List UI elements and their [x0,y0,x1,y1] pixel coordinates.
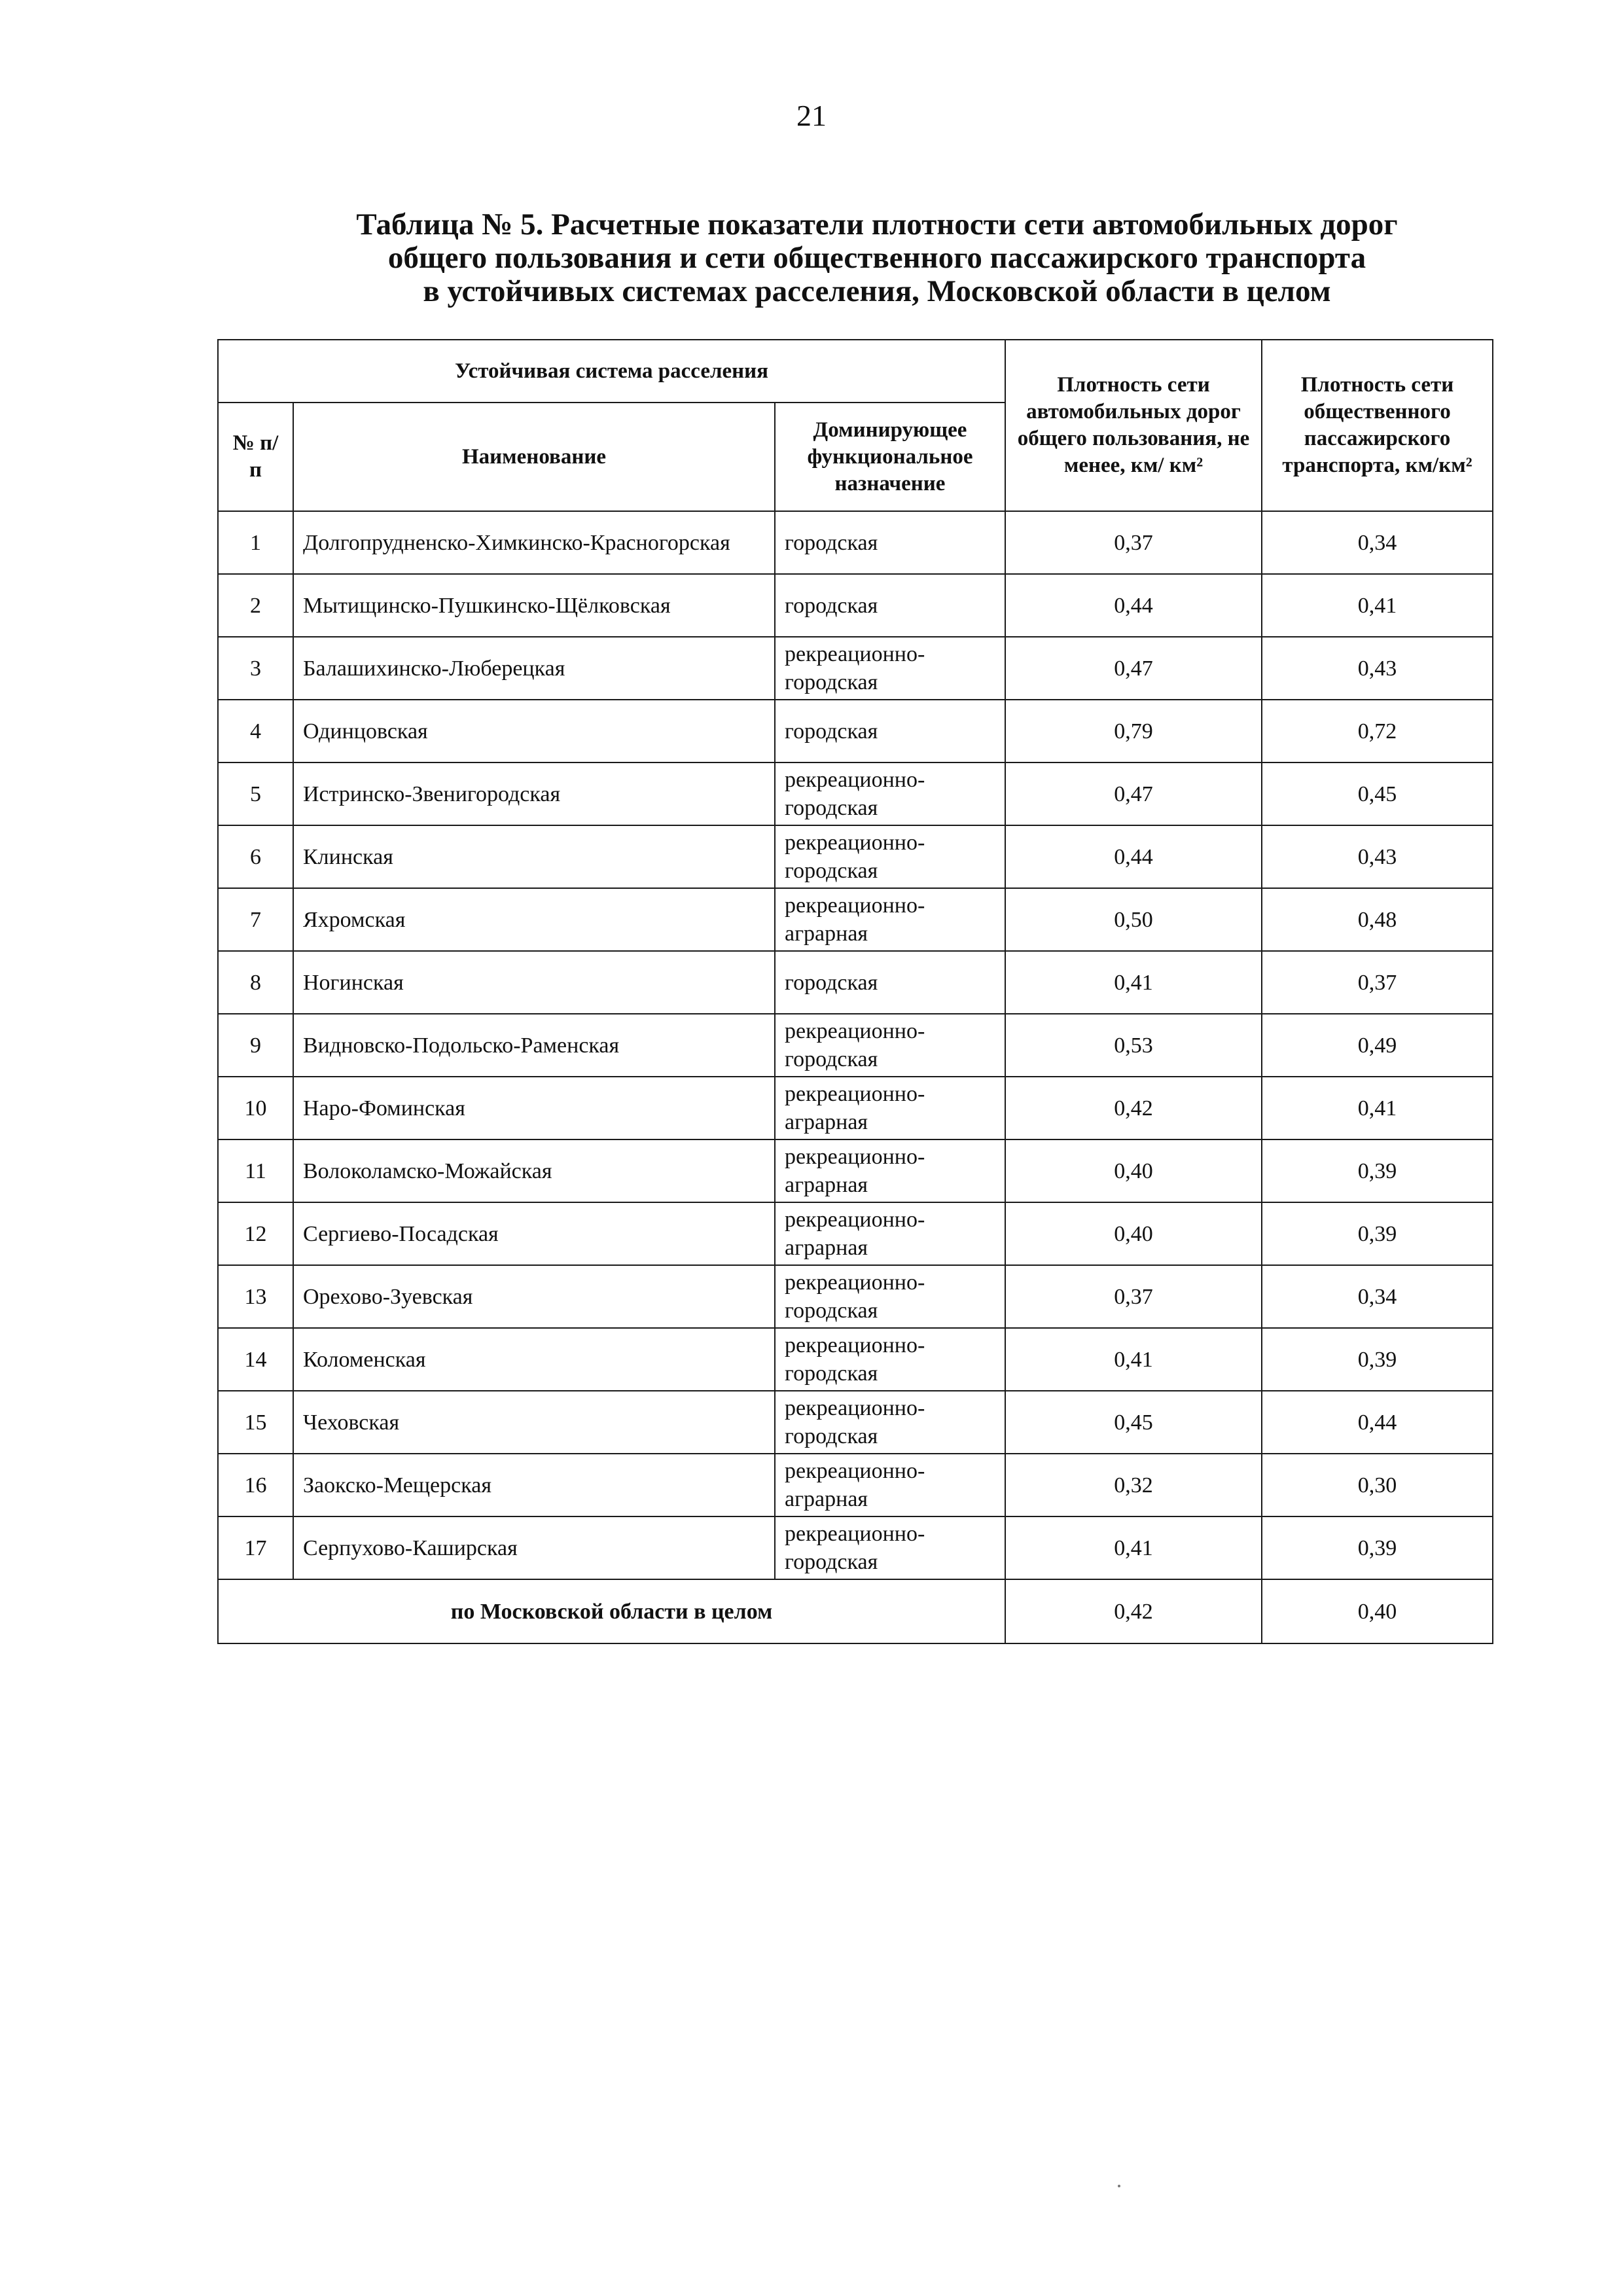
table-row [218,1265,1493,1328]
row-number: 1 [218,511,293,574]
total-road-density: 0,42 [1005,1579,1262,1643]
row-function: рекреационно-городская [775,1516,1005,1579]
row-function: рекреационно-городская [775,1014,1005,1077]
row-function: рекреационно-аграрная [775,1077,1005,1139]
row-transport-density: 0,43 [1262,637,1493,700]
row-name: Наро-Фоминская [293,1077,775,1139]
table-title-line: Таблица № 5. Расчетные показатели плотности сети автомобильных дорог [356,207,1398,242]
row-transport-density: 0,39 [1262,1202,1493,1265]
header-transport-density: Плотность сети общественного пассажирского транспорта, км/км² [1262,340,1493,511]
row-name: Одинцовская [293,700,775,762]
header-name: Наименование [293,403,775,511]
row-function: рекреационно-городская [775,1265,1005,1328]
row-number: 9 [218,1014,293,1077]
table-row [218,951,1493,1014]
row-transport-density: 0,43 [1262,825,1493,888]
table-title [262,208,1492,308]
table-row [218,1391,1493,1454]
row-transport-density: 0,39 [1262,1139,1493,1202]
row-transport-density: 0,44 [1262,1391,1493,1454]
row-name: Заокско-Мещерская [293,1454,775,1516]
row-road-density: 0,32 [1005,1454,1262,1516]
row-number: 2 [218,574,293,637]
row-name: Чеховская [293,1391,775,1454]
table-title-line: общего пользования и сети общественного пассажирского транспорта [387,241,1366,275]
table-row [218,1328,1493,1391]
table-row [218,1454,1493,1516]
total-transport-density: 0,40 [1262,1579,1493,1643]
row-function: рекреационно-городская [775,825,1005,888]
header-function: Доминирующее функциональное назначение [775,403,1005,511]
row-road-density: 0,40 [1005,1202,1262,1265]
row-function: рекреационно-аграрная [775,1139,1005,1202]
row-name: Серпухово-Каширская [293,1516,775,1579]
row-name: Яхромская [293,888,775,951]
table-row [218,1202,1493,1265]
row-transport-density: 0,72 [1262,700,1493,762]
row-road-density: 0,37 [1005,1265,1262,1328]
row-transport-density: 0,41 [1262,574,1493,637]
row-function: рекреационно-аграрная [775,1202,1005,1265]
header-settlement-system: Устойчивая система расселения [218,340,1005,403]
table-row [218,1014,1493,1077]
row-number: 6 [218,825,293,888]
row-transport-density: 0,39 [1262,1516,1493,1579]
table-row [218,637,1493,700]
row-transport-density: 0,45 [1262,762,1493,825]
row-name: Ногинская [293,951,775,1014]
row-road-density: 0,53 [1005,1014,1262,1077]
table-title-line: в устойчивых системах расселения, Московской области в целом [423,274,1331,308]
row-road-density: 0,79 [1005,700,1262,762]
row-name: Коломенская [293,1328,775,1391]
row-number: 5 [218,762,293,825]
row-road-density: 0,44 [1005,574,1262,637]
row-road-density: 0,41 [1005,1516,1262,1579]
header-road-density: Плотность сети автомобильных дорог общего пользования, не менее, км/ км² [1005,340,1262,511]
row-name: Мытищинско-Пушкинско-Щёлковская [293,574,775,637]
row-function: рекреационно-городская [775,1328,1005,1391]
row-function: городская [775,951,1005,1014]
row-number: 10 [218,1077,293,1139]
row-name: Волоколамско-Можайская [293,1139,775,1202]
total-row [218,1579,1493,1643]
row-name: Видновско-Подольско-Раменская [293,1014,775,1077]
table-row [218,825,1493,888]
row-road-density: 0,47 [1005,762,1262,825]
row-number: 17 [218,1516,293,1579]
row-road-density: 0,47 [1005,637,1262,700]
row-transport-density: 0,41 [1262,1077,1493,1139]
row-number: 14 [218,1328,293,1391]
row-number: 12 [218,1202,293,1265]
row-function: рекреационно-городская [775,1391,1005,1454]
row-road-density: 0,45 [1005,1391,1262,1454]
row-transport-density: 0,37 [1262,951,1493,1014]
total-label: по Московской области в целом [218,1579,1005,1643]
row-number: 11 [218,1139,293,1202]
density-table [217,339,1493,1644]
row-number: 7 [218,888,293,951]
table-row [218,700,1493,762]
row-number: 3 [218,637,293,700]
row-number: 4 [218,700,293,762]
table-row [218,1077,1493,1139]
scan-speck [1118,2185,1120,2187]
row-road-density: 0,40 [1005,1139,1262,1202]
row-function: рекреационно-аграрная [775,1454,1005,1516]
table-row [218,762,1493,825]
row-number: 15 [218,1391,293,1454]
row-transport-density: 0,30 [1262,1454,1493,1516]
row-number: 8 [218,951,293,1014]
table-row [218,574,1493,637]
row-transport-density: 0,49 [1262,1014,1493,1077]
row-function: рекреационно-городская [775,762,1005,825]
row-name: Долгопрудненско-Химкинско-Красногорская [293,511,775,574]
row-function: городская [775,574,1005,637]
row-number: 13 [218,1265,293,1328]
row-road-density: 0,41 [1005,1328,1262,1391]
row-function: рекреационно-аграрная [775,888,1005,951]
row-road-density: 0,50 [1005,888,1262,951]
row-number: 16 [218,1454,293,1516]
table-body [218,511,1493,1579]
table-row [218,1516,1493,1579]
row-road-density: 0,42 [1005,1077,1262,1139]
row-name: Клинская [293,825,775,888]
table-row [218,511,1493,574]
row-function: городская [775,700,1005,762]
row-transport-density: 0,39 [1262,1328,1493,1391]
row-road-density: 0,44 [1005,825,1262,888]
row-function: рекреационно-городская [775,637,1005,700]
row-transport-density: 0,34 [1262,1265,1493,1328]
row-road-density: 0,41 [1005,951,1262,1014]
row-name: Истринско-Звенигородская [293,762,775,825]
row-function: городская [775,511,1005,574]
row-transport-density: 0,48 [1262,888,1493,951]
row-name: Орехово-Зуевская [293,1265,775,1328]
table-row [218,1139,1493,1202]
row-road-density: 0,37 [1005,511,1262,574]
header-row-number: № п/п [218,403,293,511]
row-name: Балашихинско-Люберецкая [293,637,775,700]
table-row [218,888,1493,951]
page-number: 21 [796,99,827,132]
row-name: Сергиево-Посадская [293,1202,775,1265]
row-transport-density: 0,34 [1262,511,1493,574]
